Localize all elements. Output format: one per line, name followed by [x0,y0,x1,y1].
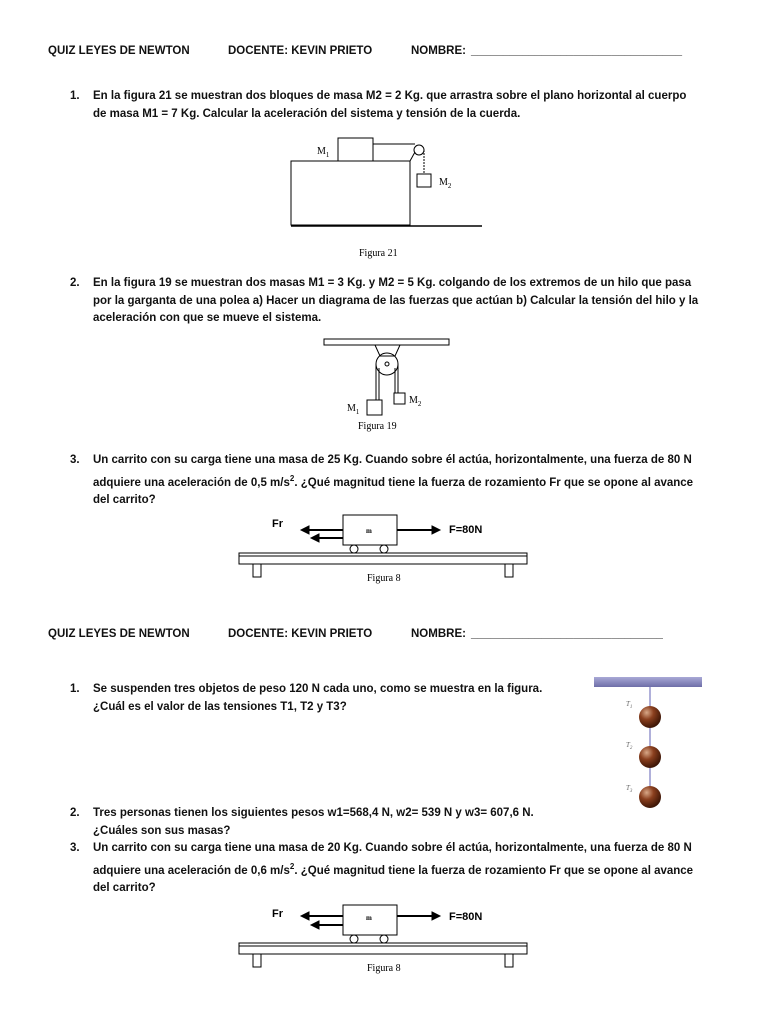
quiz1-teacher: DOCENTE: KEVIN PRIETO [228,45,373,57]
track-leg [505,954,513,967]
figure-19-diagram [320,336,455,436]
question-text: por la garganta de una polea a) Hacer un diagrama de las fuerzas que actúan b) Calcular la tensión del hilo y la [93,294,699,307]
question-text: Un carrito con su carga tiene una masa de 20 Kg. Cuando sobre él actúa, horizontalmente, una fuerza de 80 N [93,842,692,854]
force-label: F=80N [449,911,483,923]
track [239,943,527,954]
block-m2 [417,174,431,187]
track [239,553,527,564]
question-text: Tres personas tienen los siguientes pesos w1=568,4 N, w2= 539 N y w3= 607,6 N. [93,807,534,819]
pulley [414,145,424,155]
figure-8-caption: Figura 8 [367,573,401,584]
question-number: 1. [70,683,80,695]
question-text: Un carrito con su carga tiene una masa de 25 Kg. Cuando sobre él actúa, horizontalmente, una fuerza de 80 N [93,454,692,466]
ball-2 [639,746,661,768]
question-text: ¿Cuál es el valor de las tensiones T1, T2 y T3? [93,700,347,713]
block-m1 [338,138,373,161]
figure-8-diagram [235,902,535,982]
question-number: 1. [70,90,80,102]
cart-mass-label: m [366,527,372,535]
track-leg [253,564,261,577]
quiz2-title: QUIZ LEYES DE NEWTON [48,628,190,640]
figure-8-diagram [235,512,535,592]
track-leg [253,954,261,967]
question-text: de masa M1 = 7 Kg. Calcular la aceleración del sistema y tensión de la cuerda. [93,107,521,120]
svg-text:T2: $T_2$ [626,741,633,751]
figure-21-caption: Figura 21 [359,248,398,259]
question-text: En la figura 21 se muestran dos bloques de masa M2 = 2 Kg. que arrastra sobre el plano horizontal al cuerpo [93,90,687,102]
question-number: 3. [70,454,80,466]
force-label: F=80N [449,524,483,536]
question-text: En la figura 19 se muestran dos masas M1 = 3 Kg. y M2 = 5 Kg. colgando de los extremos de un hilo que pasa [93,277,692,289]
svg-text:M2: $M_2$ [439,177,452,190]
friction-label: Fr [272,908,283,920]
question-number: 3. [70,842,80,854]
svg-text:M1: $M_1$ [347,403,360,416]
quiz1-title: QUIZ LEYES DE NEWTON [48,45,190,57]
friction-label: Fr [272,518,283,530]
figure-8-caption: Figura 8 [367,963,401,974]
track-leg [505,564,513,577]
ceiling-beam [324,339,449,345]
quiz2-teacher: DOCENTE: KEVIN PRIETO [228,628,373,640]
question-text: del carrito? [93,881,156,894]
quiz2-name-blank[interactable]: ______________________________ [471,628,663,640]
question-text: aceleración con que se mueve el sistema. [93,312,322,324]
question-text: Se suspenden tres objetos de peso 120 N cada uno, como se muestra en la figura. [93,683,543,695]
ball-3 [639,786,661,808]
figure-19-caption: Figura 19 [358,421,397,432]
cart-wheel [380,935,388,943]
question-number: 2. [70,277,80,289]
svg-text:T3: $T_3$ [626,784,633,794]
mass-m1 [367,400,382,415]
question-text: del carrito? [93,493,156,506]
hanging-weights-diagram [590,672,710,812]
figure-21-diagram [285,130,490,265]
ceiling-bar [594,677,702,687]
table-block [291,161,410,225]
cart-wheel [380,545,388,553]
svg-text:T1: $T_1$ [626,700,633,710]
quiz2-name-label: NOMBRE: [411,628,466,640]
question-number: 2. [70,807,80,819]
cart-wheel [350,545,358,553]
question-text: adquiere una aceleración de 0,5 $m/s^2$. ¿Qué magnitud tiene la fuerza de rozamiento Fr que se opone al avance [93,473,694,489]
cart-wheel [350,935,358,943]
question-text: adquiere una aceleración de 0,6 $m/s^2$. ¿Qué magnitud tiene la fuerza de rozamiento Fr que se opone al avance [93,861,694,877]
quiz1-name-blank[interactable]: _________________________________ [471,45,683,57]
svg-text:M1: $M_1$ [317,146,330,159]
svg-text:M2: $M_2$ [409,395,422,408]
quiz1-name-label: NOMBRE: [411,45,466,57]
ball-1 [639,706,661,728]
mass-m2 [394,393,405,404]
question-text: ¿Cuáles son sus masas? [93,824,231,837]
cart-mass-label: m [366,914,372,922]
